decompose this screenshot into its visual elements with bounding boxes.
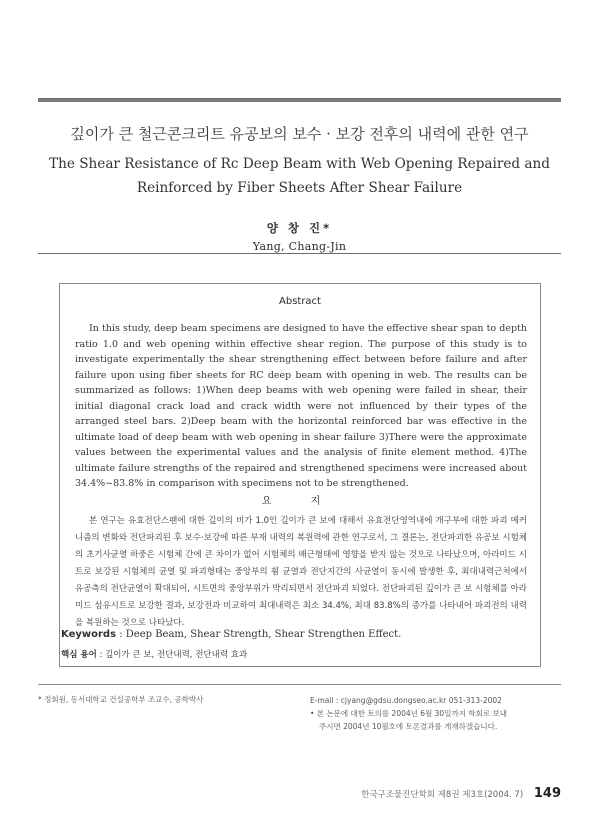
korean-summary-heading: 요 지 (261, 496, 339, 507)
korean-keywords-label: 핵심 용어 (61, 650, 97, 660)
author-english: Yang, Chang-Jin (252, 240, 347, 253)
title-korean: 깊이가 큰 철근콘크리트 유공보의 보수 · 보강 전후의 내력에 관한 연구 (70, 125, 529, 143)
discussion-line1: • 본 논문에 대한 토의를 2004년 6월 30일까지 학회로 보내 (310, 709, 507, 718)
korean-keywords-line (61, 648, 531, 660)
abstract-heading: Abstract (279, 296, 321, 307)
korean-summary-text: 본 연구는 유효전단스팬에 대한 깊이의 비가 1.0인 깊이가 큰 보에 대해서 유효전단영역내에 개구부에 대한 파괴 메커니즘의 변화와 전단파괴된 후 보수·보강에 따른 부재 내력의 복원력에 관한 연구로서, 그 결론는, 전단파괴한 유공보 시험체의 초기사균열 하중은 시험체 간에 큰 차이가 없어 시험체의 배근형태에 영향을 받지 않는 것으로 나타났으며, 아라미드 시트로 보강된 시험체의 균열 및 파괴형태는 중앙부의 휨 균열과 전단지간의 사균열이 동시에 발생한 후, 최대내력근처에서 유공측의 전단균열이 확대되어, 시트면의 중앙부위가 박리되면서 전단파괴 되었다. 전단파괴된 깊이가 큰 보 시험체를 아라미드 섬유시트로 보강한 결과, 보강전과 비교하여 최대내력은 최소 34.4%, 최대 83.8%의 증가를 나타내어 파괴전의 내력을 복원하는 것으로 나타났다. (75, 516, 527, 628)
discussion-line2: 주시면 2004년 10월호에 토론결과를 게재하겠습니다. (319, 722, 498, 731)
journal-info: 한국구조물진단학회 제8권 제3호(2004. 7) (361, 790, 524, 800)
author-korean: 양 창 진* (266, 221, 333, 235)
email-line: E-mail : cjyang@gdsu.dongseo.ac.kr 051-313-2002 (310, 696, 502, 705)
keywords-text: : Deep Beam, Shear Strength, Shear Strengthen Effect. (119, 629, 402, 640)
keywords-label: Keywords (61, 629, 117, 640)
title-english-line2: Reinforced by Fiber Sheets After Shear Failure (136, 180, 463, 196)
page-footer (316, 786, 561, 801)
footnote-divider (38, 684, 561, 685)
keywords-line (61, 629, 531, 640)
title-english-line1: The Shear Resistance of Rc Deep Beam with Web Opening Repaired and (49, 156, 550, 172)
korean-keywords-text: : 깊이가 큰 보, 전단내력, 전단내력 효과 (99, 650, 248, 660)
author-footnote: * 정회원, 동서대학교 건설공학부 조교수, 공학박사 (38, 695, 204, 704)
page-number: 149 (533, 786, 561, 801)
abstract-text: In this study, deep beam specimens are designed to have the effective shear span to depth ratio 1.0 and web opening within effective shear region. The purpose of this study is to investigate experimentally the shear strengthening effect between before failure and after failure upon using fiber sheets for RC deep beam with opening in web. The results can be summarized as follows: 1)When deep beams with web opening were failed in shear, their initial diagonal crack load and crack width were not influenced by their types of the arranged steel bars. 2)Deep beam with the horizontal reinforced bar was effective in the ultimate load of deep beam with web opening in shear failure 3)There were the approximate values between the experimental values and the analysis of finite element method. 4)The ultimate failure strengths of the repaired and strengthened specimens were increased about 34.4%~83.8% in comparison with specimens not to be strengthened. (75, 323, 527, 489)
contact-footnote (310, 694, 562, 733)
